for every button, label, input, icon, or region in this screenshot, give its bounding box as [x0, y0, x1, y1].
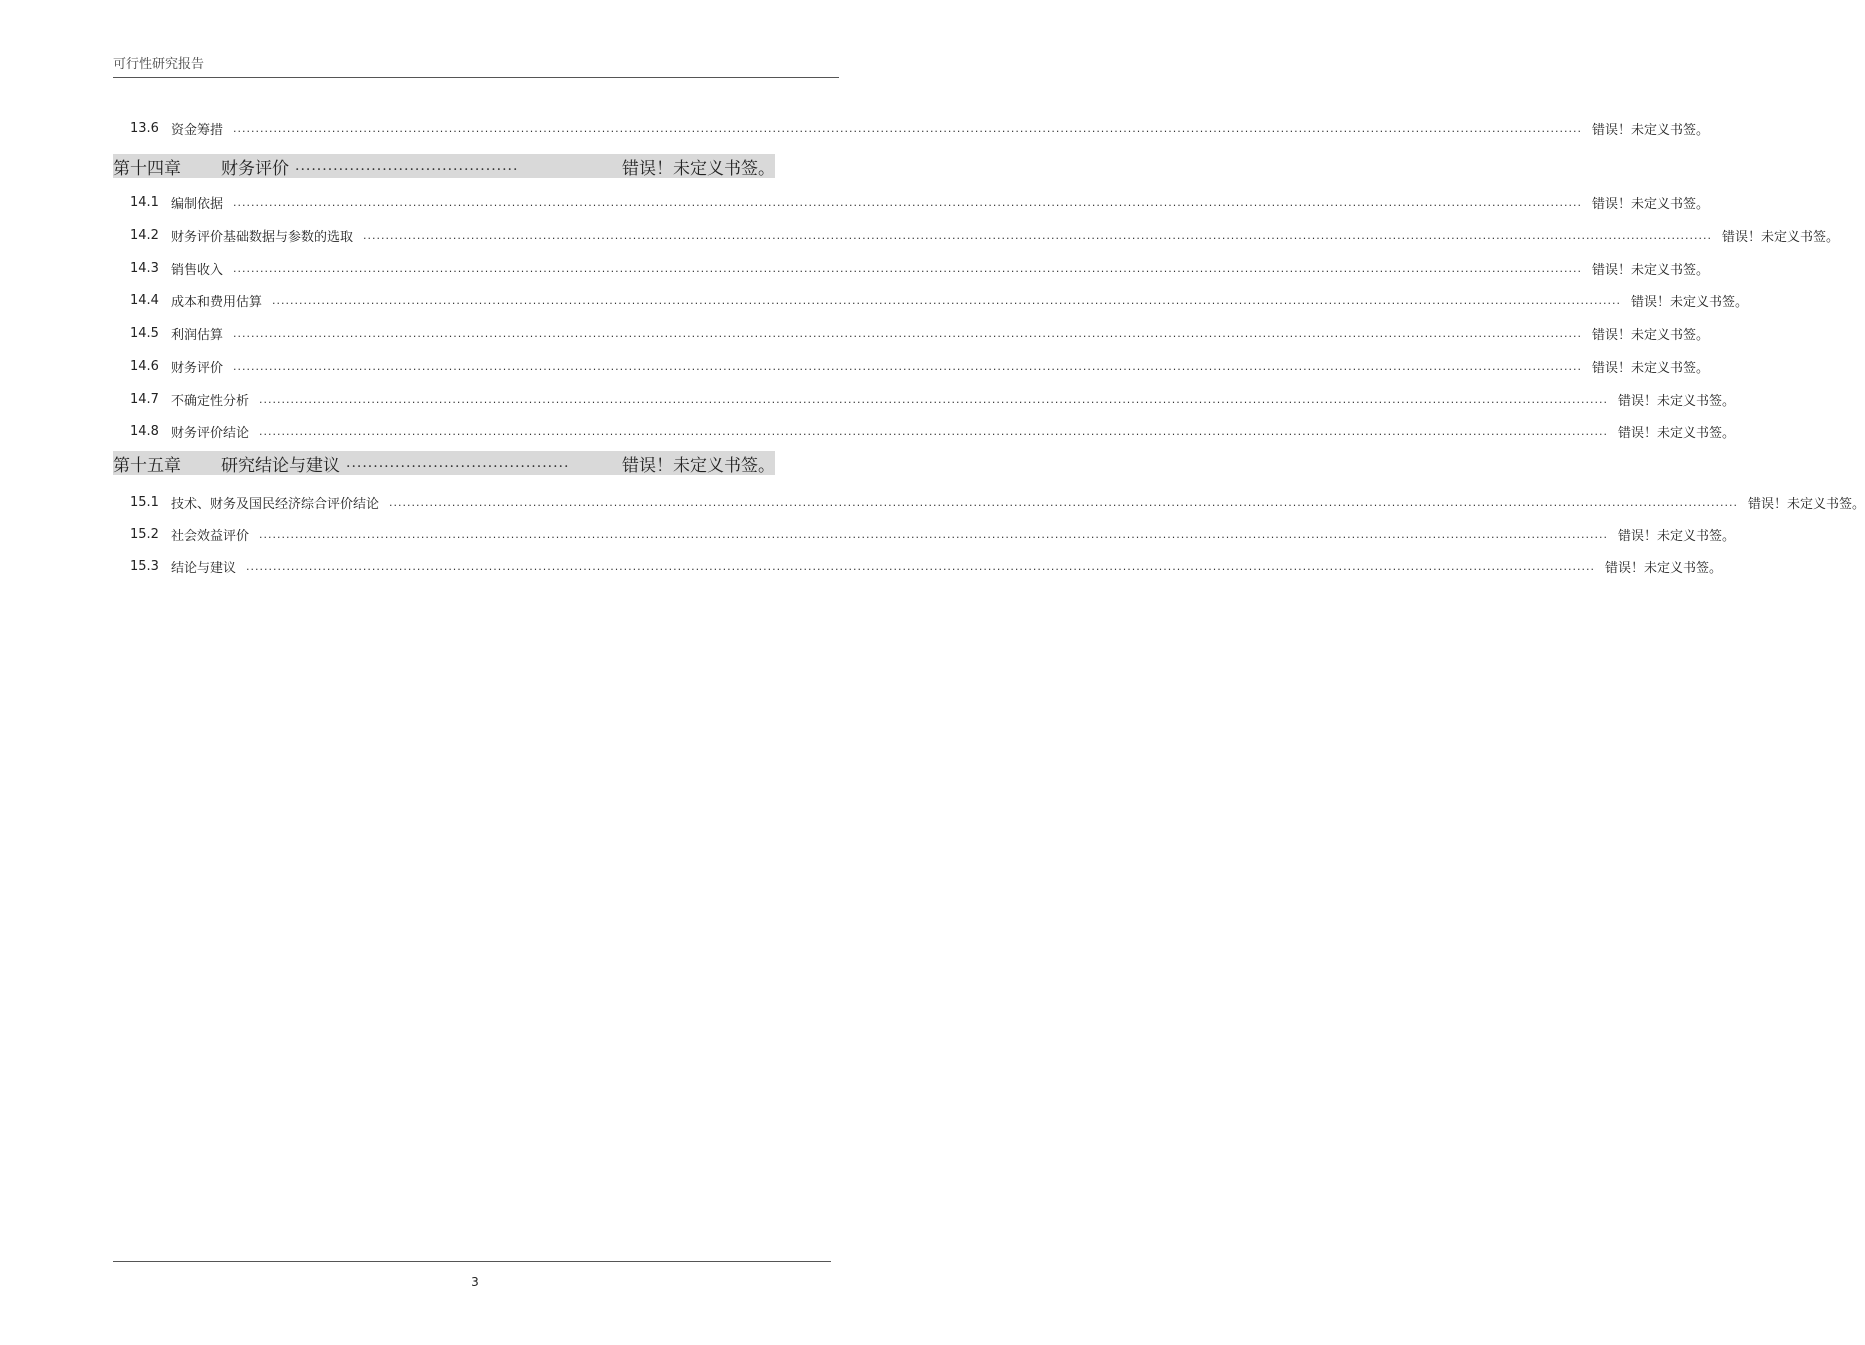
dot-leader: ............................................................................................................................................................................................................................................................................................................: [232, 327, 1582, 340]
toc-entry-number: 13.6: [130, 121, 159, 136]
toc-entry-number: 第十四章: [113, 158, 181, 179]
dot-leader: ............................................................................................................................................................................................................................................................................................................: [232, 262, 1582, 275]
toc-page-reference: 错误！未定义书签。: [1604, 561, 1722, 576]
dot-leader: ............................................................................................................................................................................................................................................................................................................: [258, 393, 1608, 406]
toc-section-entry[interactable]: [113, 252, 1709, 285]
toc-section-entry[interactable]: [113, 486, 1865, 519]
toc-entry-title: 财务评价: [170, 361, 223, 376]
dot-leader: ............................................................................................................................................................................................................................................................................................................: [258, 425, 1608, 438]
toc-entry-title: 财务评价结论: [170, 426, 249, 441]
toc-page-reference: 错误！未定义书签。: [622, 158, 775, 179]
toc-entry-number: 15.3: [130, 559, 159, 574]
dot-leader: ............................................................................................................................................................................................................................................................................................................: [232, 360, 1582, 373]
toc-entry-title: 研究结论与建议: [221, 455, 340, 476]
toc-section-entry[interactable]: [113, 284, 1748, 317]
toc-page-reference: 错误！未定义书签。: [1591, 328, 1709, 343]
toc-page-reference: 错误！未定义书签。: [1630, 295, 1748, 310]
toc-entry-number: 14.8: [130, 424, 159, 439]
toc-chapter-entry[interactable]: [113, 154, 775, 178]
dot-leader: .........................................: [346, 455, 570, 471]
toc-entry-number: 14.5: [130, 326, 159, 341]
dot-leader: .........................................: [295, 158, 519, 174]
toc-section-entry[interactable]: [113, 415, 1735, 448]
toc-page-reference: 错误！未定义书签。: [1591, 361, 1709, 376]
toc-entry-number: 14.3: [130, 261, 159, 276]
toc-entry-title: 不确定性分析: [170, 394, 249, 409]
toc-entry-title: 成本和费用估算: [170, 295, 262, 310]
toc-entry-number: 14.6: [130, 359, 159, 374]
toc-page-reference: 错误！未定义书签。: [1721, 230, 1839, 245]
toc-entry-number: 14.4: [130, 293, 159, 308]
toc-page-reference: 错误！未定义书签。: [1617, 426, 1735, 441]
toc-page-reference: 错误！未定义书签。: [1591, 197, 1709, 212]
toc-page-reference: 错误！未定义书签。: [1591, 123, 1709, 138]
toc-entry-number: 第十五章: [113, 455, 181, 476]
toc-section-entry[interactable]: [113, 317, 1709, 350]
toc-entry-number: 14.2: [130, 228, 159, 243]
toc-page-reference: 错误！未定义书签。: [1617, 394, 1735, 409]
toc-section-entry[interactable]: [113, 550, 1722, 583]
toc-entry-number: 15.2: [130, 527, 159, 542]
toc-entry-title: 社会效益评价: [170, 529, 249, 544]
toc-entry-title: 资金筹措: [170, 123, 223, 138]
toc-entry-title: 销售收入: [170, 263, 223, 278]
running-header: 可行性研究报告: [113, 57, 205, 72]
footer-divider: [113, 1261, 831, 1262]
dot-leader: ............................................................................................................................................................................................................................................................................................................: [232, 122, 1582, 135]
toc-entry-number: 14.1: [130, 195, 159, 210]
toc-entry-title: 技术、财务及国民经济综合评价结论: [170, 497, 379, 512]
toc-page-reference: 错误！未定义书签。: [1591, 263, 1709, 278]
toc-entry-title: 利润估算: [170, 328, 223, 343]
toc-entry-number: 14.7: [130, 392, 159, 407]
toc-section-entry[interactable]: [113, 112, 1709, 145]
toc-entry-title: 结论与建议: [170, 561, 236, 576]
dot-leader: ............................................................................................................................................................................................................................................................................................................: [362, 229, 1712, 242]
toc-chapter-entry[interactable]: [113, 451, 775, 475]
header-divider: [113, 77, 839, 78]
dot-leader: ............................................................................................................................................................................................................................................................................................................: [245, 560, 1595, 573]
toc-page-reference: 错误！未定义书签。: [1747, 497, 1865, 512]
toc-section-entry[interactable]: [113, 518, 1735, 551]
toc-entry-title: 财务评价基础数据与参数的选取: [170, 230, 353, 245]
dot-leader: ............................................................................................................................................................................................................................................................................................................: [258, 528, 1608, 541]
toc-page-reference: 错误！未定义书签。: [622, 455, 775, 476]
dot-leader: ............................................................................................................................................................................................................................................................................................................: [388, 496, 1738, 509]
dot-leader: ............................................................................................................................................................................................................................................................................................................: [271, 294, 1621, 307]
toc-section-entry[interactable]: [113, 219, 1839, 252]
toc-section-entry[interactable]: [113, 350, 1709, 383]
toc-page-reference: 错误！未定义书签。: [1617, 529, 1735, 544]
toc-entry-title: 编制依据: [170, 197, 223, 212]
toc-entry-number: 15.1: [130, 495, 159, 510]
toc-section-entry[interactable]: [113, 186, 1709, 219]
toc-section-entry[interactable]: [113, 383, 1735, 416]
toc-entry-title: 财务评价: [221, 158, 289, 179]
dot-leader: ............................................................................................................................................................................................................................................................................................................: [232, 196, 1582, 209]
page-number: 3: [471, 1275, 479, 1289]
